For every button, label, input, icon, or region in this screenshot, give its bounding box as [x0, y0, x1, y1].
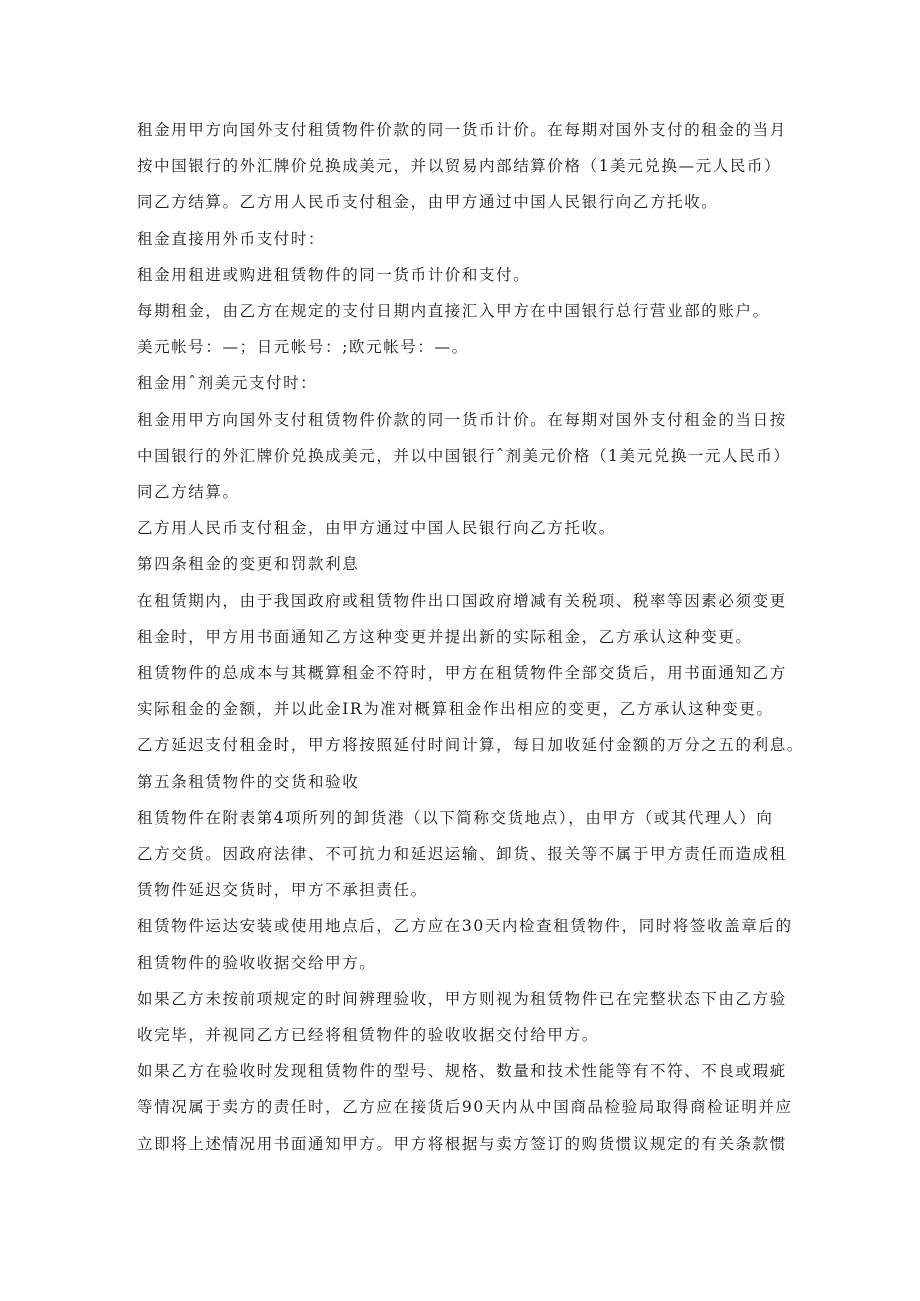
text-line: 在租赁期内，由于我国政府或租赁物件出口国政府增减有关税项、税率等因素必须变更: [137, 591, 787, 610]
text-line: 租赁物件的验收收据交给甲方。: [137, 953, 377, 972]
text-line: 立即将上述情况用书面通知甲方。甲方将根据与卖方签订的购货惯议规定的有关条款惯: [137, 1134, 787, 1153]
paragraph: [137, 510, 802, 546]
paragraph: [137, 727, 802, 763]
text-line: 第四条租金的变更和罚款利息: [137, 555, 360, 574]
text-line: 租金用甲方向国外支付租赁物件价款的同一货币计价。在每期对国外支付租金的当日按: [137, 410, 787, 429]
text-line: 实际租金的金额，并以此金IR为准对概算租金作出相应的变更，乙方承认这种变更。: [137, 700, 774, 719]
text-line: 中国银行的外汇牌价兑换成美元，并以中国银行ˆ剂美元价格（1美元兑换一元人民币）: [137, 446, 791, 465]
text-line: 乙方延迟支付租金时，甲方将按照延付时间计算，每日加收延付金额的万分之五的利息。: [137, 736, 804, 755]
text-line: 同乙方结算。: [137, 483, 240, 502]
paragraph: [137, 112, 802, 221]
text-line: 赁物件延迟交货时，甲方不承担责任。: [137, 881, 428, 900]
text-line: 租金用ˆ剂美元支付时：: [137, 374, 318, 393]
text-line: 乙方用人民币支付租金，由甲方通过中国人民银行向乙方托收。: [137, 519, 616, 538]
text-line: 乙方交货。因政府法律、不可抗力和延迟运输、卸货、报关等不属于甲方责任而造成租: [137, 845, 787, 864]
paragraph: [137, 221, 802, 257]
text-line: 租金用甲方向国外支付租赁物件价款的同一货币计价。在每期对国外支付的租金的当月: [137, 121, 787, 139]
text-line: 每期租金，由乙方在规定的支付日期内直接汇入甲方在中国银行总行营业部的账户。: [137, 302, 770, 321]
paragraph: [137, 764, 802, 800]
text-line: 租赁物件在附表第4项所列的卸货港（以下简称交货地点），由甲方（或其代理人）向: [137, 808, 774, 827]
paragraph: [137, 293, 802, 329]
text-line: 第五条租赁物件的交货和验收: [137, 772, 360, 791]
text-line: 同乙方结算。乙方用人民币支付租金，由甲方通过中国人民银行向乙方托收。: [137, 193, 719, 212]
paragraph: [137, 329, 802, 365]
paragraph: [137, 908, 802, 980]
paragraph: [137, 800, 802, 909]
document-body: [137, 112, 802, 1162]
text-line: 美元帐号：—；日元帐号：;欧元帐号：—。: [137, 338, 469, 357]
text-line: 租赁物件的总成本与其概算租金不符时，甲方在租赁物件全部交货后，用书面通知乙方: [137, 664, 787, 683]
text-line: 如果乙方未按前项规定的时间辨理验收，甲方则视为租赁物件已在完整状态下由乙方验: [137, 989, 787, 1008]
text-line: 租金用租进或购进租赁物件的同一货币计价和支付。: [137, 265, 531, 284]
paragraph: [137, 546, 802, 582]
text-line: 收完毕，并视同乙方已经将租赁物件的验收收据交付给甲方。: [137, 1026, 599, 1045]
text-line: 租金时，甲方用书面通知乙方这种变更并提出新的实际租金，乙方承认这种变更。: [137, 627, 753, 646]
paragraph: [137, 257, 802, 293]
paragraph: [137, 365, 802, 401]
paragraph: [137, 981, 802, 1053]
paragraph: [137, 1053, 802, 1162]
text-line: 如果乙方在验收时发现租赁物件的型号、规格、数量和技术性能等有不符、不良或瑕疵: [137, 1062, 787, 1081]
paragraph: [137, 402, 802, 511]
text-line: 按中国银行的外汇牌价兑换成美元，并以贸易内部结算价格（1美元兑换—元人民币）: [137, 157, 782, 176]
text-line: 租金直接用外币支付时：: [137, 229, 326, 248]
text-line: 等情况属于卖方的责任时，乙方应在接货后90天内从中国商品检验局取得商检证明并应: [137, 1098, 793, 1117]
paragraph: [137, 655, 802, 727]
text-line: 租赁物件运达安装或使用地点后，乙方应在30天内检查租赁物件，同时将签收盖章后的: [137, 917, 793, 936]
paragraph: [137, 583, 802, 655]
